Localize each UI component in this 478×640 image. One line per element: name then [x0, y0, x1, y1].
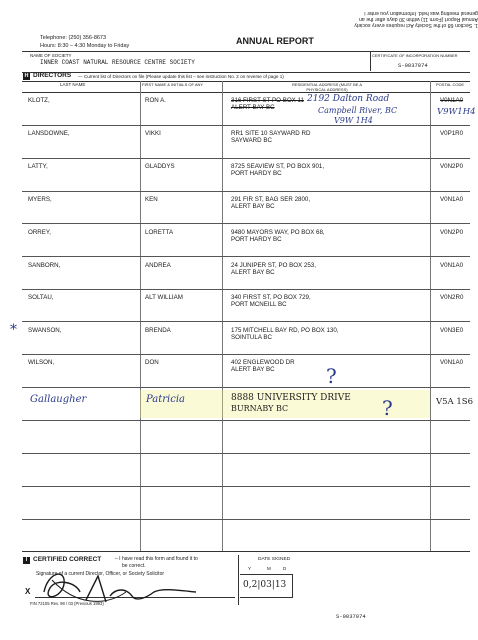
- director-address-line-1: 8725 SEAVIEW ST, PO BOX 901,: [231, 163, 325, 170]
- director-first-name: LORETTA: [145, 229, 174, 236]
- directors-heading: DIRECTORS: [33, 72, 72, 79]
- row-rule: [22, 289, 470, 290]
- row-rule: [22, 125, 470, 126]
- date-m-label: M: [267, 566, 271, 571]
- new-director-postal: V5A 1S6: [436, 397, 474, 407]
- form-title: ANNUAL REPORT: [236, 36, 314, 46]
- director-last-name: LATTY,: [28, 163, 48, 170]
- cert-number: S-0037074: [398, 62, 428, 69]
- date-y-label: Y: [248, 566, 252, 571]
- director-address-line-1: 291 FIR ST, BAG SER 2800,: [231, 196, 311, 203]
- director-address-line-2: PORT MCNEILL BC: [231, 301, 287, 308]
- director-postal-code: V0N1A0: [440, 97, 464, 104]
- director-address-line-1: 402 ENGLEWOOD DR: [231, 359, 295, 366]
- signature-x: X: [25, 587, 31, 596]
- form-code: FIN 72105 Rev. 98 / 03 (Previous 1993): [30, 601, 104, 606]
- director-postal-code: V0P1R0: [440, 130, 464, 137]
- director-last-name: ORREY,: [28, 229, 51, 236]
- director-first-name: VIKKI: [145, 130, 161, 137]
- new-director-address-1: 8888 UNIVERSITY DRIVE: [231, 393, 351, 403]
- director-address-line-1: 316 FIRST ST PO BOX 11: [231, 97, 304, 104]
- header-top-rule: [22, 81, 470, 82]
- signature-label: Signature of a current Director, Officer, or Society Solicitor: [36, 571, 165, 577]
- director-postal-code: V0N3E0: [440, 327, 464, 334]
- row-rule: [22, 321, 470, 322]
- director-last-name: LANSDOWNE,: [28, 130, 70, 137]
- handwritten-new-address-3: V9W 1H4: [334, 116, 373, 125]
- handwritten-new-address-1: 2192 Dalton Road: [307, 94, 390, 104]
- new-director-last-name: Gallaugher: [30, 394, 87, 405]
- director-address-line-1: 340 FIRST ST, PO BOX 729,: [231, 294, 311, 301]
- row-rule: [22, 551, 470, 552]
- director-address-line-1: 24 JUNIPER ST, PO BOX 253,: [231, 262, 316, 269]
- director-address-line-2: ALERT BAY BC: [231, 269, 275, 276]
- cert-label: CERTIFICATE OF INCORPORATION NUMBER: [372, 53, 458, 58]
- notice-line-1: 1. Section 68 of the Society Act requires every society: [354, 22, 478, 28]
- asterisk-mark: *: [10, 322, 17, 338]
- director-last-name: SANBORN,: [28, 262, 61, 269]
- question-mark: ?: [382, 396, 393, 420]
- row-rule: [22, 519, 470, 520]
- col-last-name: LAST NAME: [60, 82, 86, 87]
- director-address-line-1: RR1 SITE 10 SAYWARD RD: [231, 130, 311, 137]
- director-address-line-1: 175 MITCHELL BAY RD, PO BOX 130,: [231, 327, 339, 334]
- director-address-line-2: ALERT BAY BC: [231, 104, 275, 111]
- col-address: RESIDENTIAL ADDRESS (MUST BE A PHYSICAL ADDRESS): [291, 82, 363, 92]
- director-address-line-2: SOINTULA BC: [231, 334, 272, 341]
- handwritten-new-postal: V9W1H4: [437, 107, 476, 117]
- row-rule: [22, 191, 470, 192]
- director-postal-code: V0N1A0: [440, 262, 464, 269]
- director-first-name: RON A.: [145, 97, 166, 104]
- director-postal-code: V0N2P0: [440, 163, 464, 170]
- notice-line-3: general meeting was held. Information you enter i: [364, 10, 478, 16]
- question-mark: ?: [326, 364, 337, 388]
- director-last-name: SOLTAU,: [28, 294, 54, 301]
- certified-text-2: be correct.: [122, 563, 146, 569]
- director-first-name: BRENDA: [145, 327, 171, 334]
- director-last-name: WILSON,: [28, 359, 55, 366]
- row-rule: [22, 223, 470, 224]
- director-postal-code: V0N1A0: [440, 359, 464, 366]
- row-rule: [22, 420, 470, 421]
- new-director-address-2: BURNABY BC: [231, 404, 289, 413]
- row-rule: [22, 453, 470, 454]
- director-postal-code: V0N1A0: [440, 196, 464, 203]
- col-postal: POSTAL CODE: [436, 82, 465, 87]
- handwritten-new-address-2: Campbell River, BC: [318, 106, 398, 115]
- notice-line-2: Annual Report (Form 11) within 30 days after the an: [359, 16, 478, 22]
- col-divider-1: [140, 81, 141, 551]
- signature-scribble: [36, 562, 206, 610]
- directors-instruction: — Current list of Directors on file (Please update this list – see instruction No. 2 on reverse of page 1): [78, 74, 284, 79]
- director-address-line-2: ALERT BAY BC: [231, 203, 275, 210]
- footer-number: S-0037074: [336, 613, 366, 620]
- section-i-badge: I: [23, 557, 30, 564]
- top-notice: [300, 2, 478, 28]
- col-divider-3: [430, 81, 431, 551]
- cert-divider: [370, 51, 371, 71]
- society-name-label: NAME OF SOCIETY: [30, 53, 72, 58]
- office-hours: Hours: 8:30 – 4:30 Monday to Friday: [40, 43, 130, 49]
- director-first-name: ALT WILLIAM: [145, 294, 183, 301]
- director-postal-code: V0N2R0: [440, 294, 464, 301]
- header-bottom-rule: [22, 92, 470, 93]
- director-first-name: DON: [145, 359, 159, 366]
- row-rule: [22, 486, 470, 487]
- director-last-name: MYERS,: [28, 196, 52, 203]
- director-address-line-2: SAYWARD BC: [231, 137, 272, 144]
- row-rule: [22, 158, 470, 159]
- new-director-first-name: Patricia: [146, 394, 185, 405]
- director-address-line-2: PORT HARDY BC: [231, 236, 282, 243]
- col-first-name: FIRST NAME & INITIALS OF ANY: [142, 82, 204, 87]
- director-last-name: SWANSON,: [28, 327, 62, 334]
- certified-text-1: – I have read this form and found it to: [115, 556, 198, 562]
- director-address-line-2: ALERT BAY BC: [231, 366, 275, 373]
- certified-heading: CERTIFIED CORRECT: [33, 556, 102, 563]
- row-rule: [22, 354, 470, 355]
- date-signed-value: 0,2|03|13: [243, 580, 287, 590]
- date-label: DATE SIGNED: [258, 557, 291, 562]
- row-rule: [22, 256, 470, 257]
- col-divider-2: [222, 81, 223, 551]
- society-name: INNER COAST NATURAL RESOURCE CENTRE SOCIETY: [40, 59, 195, 66]
- director-address-line-1: 9480 MAYORS WAY, PO BOX 68,: [231, 229, 325, 236]
- date-divider: [238, 555, 239, 605]
- telephone: Telephone: (250) 356-8673: [40, 35, 107, 41]
- director-address-line-2: PORT HARDY BC: [231, 170, 282, 177]
- director-postal-code: V0N2P0: [440, 229, 464, 236]
- section-h-badge: H: [24, 73, 29, 79]
- date-d-label: D: [283, 566, 287, 571]
- director-first-name: GLADDYS: [145, 163, 175, 170]
- director-first-name: KEN: [145, 196, 158, 203]
- director-first-name: ANDREA: [145, 262, 171, 269]
- row-rule: [22, 387, 470, 388]
- director-last-name: KLOTZ,: [28, 97, 50, 104]
